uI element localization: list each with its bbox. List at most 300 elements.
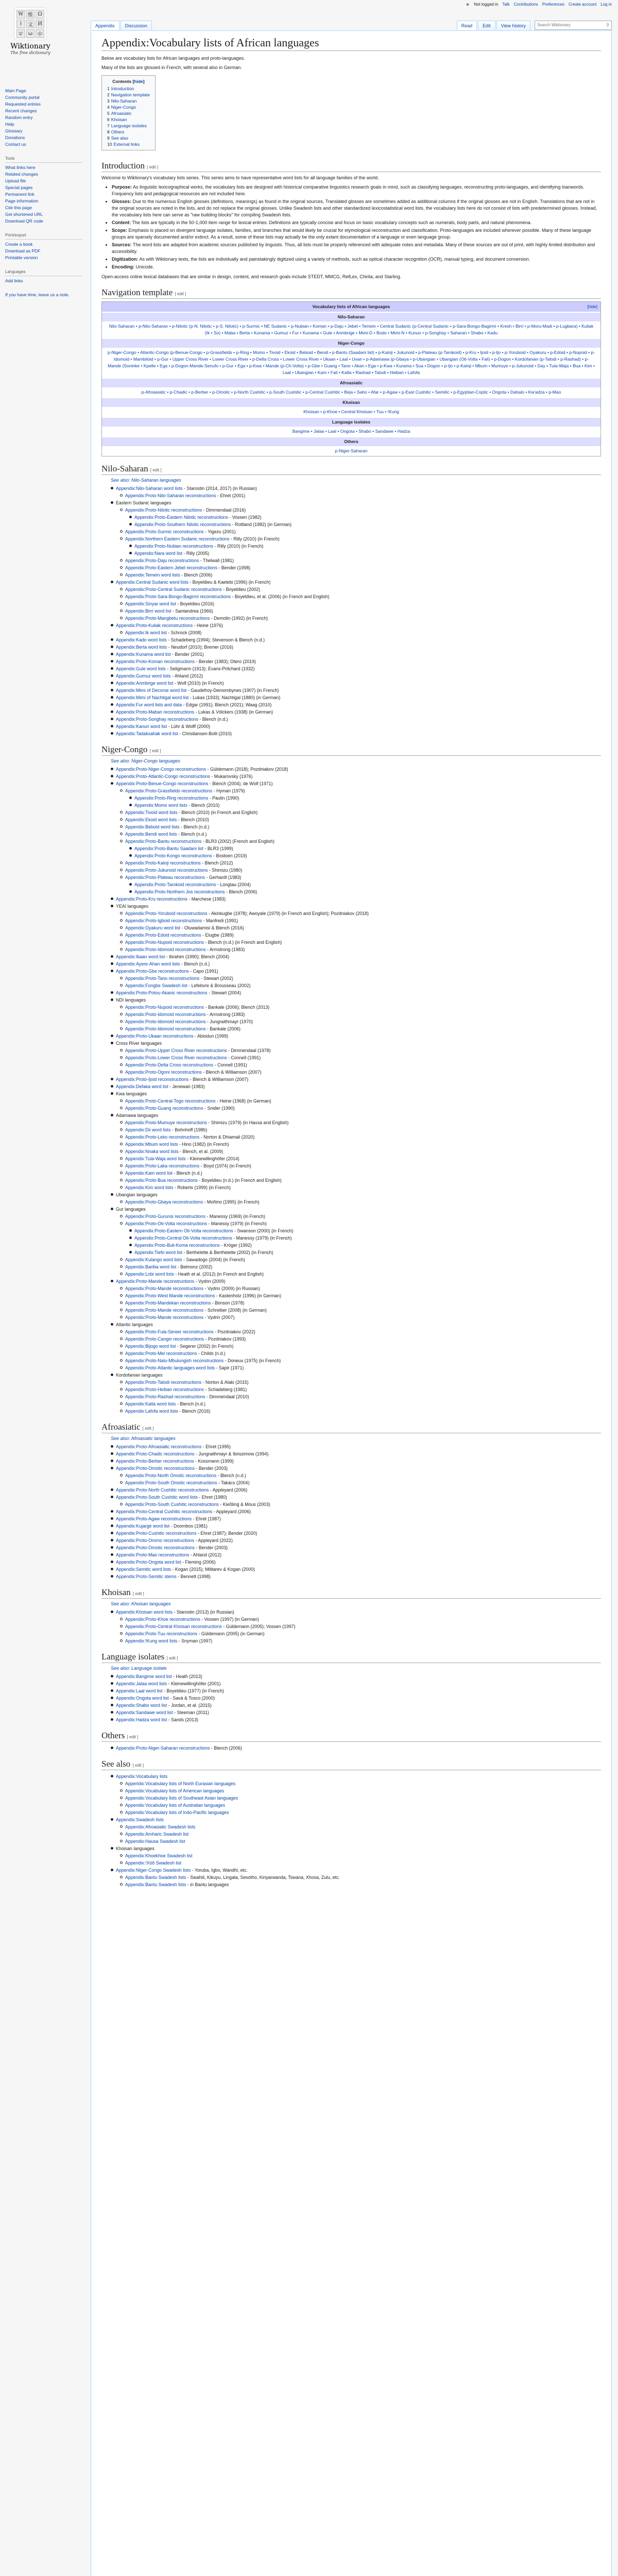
list-item-link[interactable]: Appendix:Proto-Cushitic reconstructions xyxy=(116,1531,197,1536)
list-item-source: - Norton & Dhiamali (2020) xyxy=(199,1134,255,1140)
list-item-link[interactable]: Appendix:Kulango word lists xyxy=(125,1257,182,1262)
list-item-link[interactable]: Appendix:Proto-Mao reconstructions xyxy=(116,1552,190,1557)
list-item-link[interactable]: Appendix:Bariba word list xyxy=(125,1264,177,1269)
list-item-link[interactable]: Appendix:Bangime word list xyxy=(116,1674,172,1679)
list-item-link[interactable]: Appendix:Proto-Yoruboid reconstructions xyxy=(125,911,208,916)
section-list-khoisan xyxy=(101,1608,601,1645)
list-item xyxy=(101,1011,601,1018)
list-item-source: - Kossmann (1999) xyxy=(194,1459,234,1464)
list-item-link[interactable]: Appendix:Proto-Niger-Saharan reconstructions xyxy=(116,1745,210,1751)
list-item-link[interactable]: Appendix:Proto-South Cushitic reconstructions xyxy=(125,1502,219,1507)
list-item-link[interactable]: Appendix:Mbum word lists xyxy=(125,1142,178,1147)
list-item-link[interactable]: Appendix:Swadesh lists xyxy=(116,1817,164,1822)
list-item-link[interactable]: Appendix:Proto-Rashad reconstructions xyxy=(125,1394,205,1399)
list-item-link[interactable]: Appendix:Temein word lists xyxy=(125,572,180,578)
list-item-link[interactable]: Appendix:Tiefo word list xyxy=(134,1250,183,1255)
list-item-link[interactable]: Appendix:Vocabulary lists of Indo-Pacific languages xyxy=(125,1810,229,1815)
list-item-link[interactable]: Appendix:Tula-Waja word lists xyxy=(125,1156,186,1161)
toc-item[interactable] xyxy=(107,98,150,104)
list-item-link[interactable]: Appendix:Proto-Kainji reconstructions xyxy=(125,860,201,866)
personal-preferences-link[interactable]: Preferences xyxy=(542,2,564,7)
sidebar-item[interactable]: Printable version xyxy=(5,255,38,260)
bullet-icon xyxy=(120,818,123,821)
toc-link[interactable]: Niger-Congo xyxy=(111,105,136,110)
navbox-group-list[interactable]: Bangime • Jalaa • Laal • Ongota • Shabo • Sandawe • Hadza xyxy=(292,429,410,434)
tab-view-history[interactable]: View history xyxy=(496,21,530,30)
bullet-icon xyxy=(111,1539,113,1541)
sidebar-item[interactable]: Help xyxy=(5,122,14,127)
list-item xyxy=(101,802,601,809)
section-heading-text: Khoisan xyxy=(101,1587,131,1597)
tab-appendix[interactable]: Appendix xyxy=(91,21,119,30)
list-item-source: - Bennett (1998) xyxy=(176,1574,211,1579)
list-item-link[interactable]: Appendix:Proto-Daju reconstructions xyxy=(125,558,199,563)
list-item-link[interactable]: Appendix:Proto-Ukaan reconstructions xyxy=(116,1033,194,1039)
sidebar-item[interactable]: Special pages xyxy=(5,185,33,190)
navbox-group-list[interactable]: Khoisan • p-Khoe • Central Khoisan • Tuu • !Kung xyxy=(303,409,399,414)
list-item-link[interactable]: Appendix:Bijogo word list xyxy=(125,1344,176,1349)
sidebar-item[interactable]: Related changes xyxy=(5,172,38,177)
list-item-link[interactable]: Appendix:Proto-Atlantic languages word lists xyxy=(125,1365,215,1370)
list-item-link[interactable]: Appendix:Proto-Eastern Nilotic reconstructions xyxy=(134,515,228,520)
edit-section-link[interactable]: [ edit ] xyxy=(149,749,161,753)
list-item-link[interactable]: Appendix:Proto-Nilotic reconstructions xyxy=(125,507,202,513)
list-item-link[interactable]: Appendix:Proto-Mumuye reconstructions xyxy=(125,1120,207,1125)
navbox-hide-link[interactable]: [hide] xyxy=(587,304,597,309)
list-item-link[interactable]: Appendix:Proto-Agaw reconstructions xyxy=(116,1516,192,1521)
list-item-link[interactable]: Appendix:Proto-Kru reconstructions xyxy=(116,896,187,902)
search-icon[interactable]: ⚲ xyxy=(606,23,609,27)
list-item-link[interactable]: Appendix:Bantu Swadesh lists xyxy=(125,1882,186,1887)
see-also-note[interactable]: See also: Khoisan languages xyxy=(111,1601,171,1606)
sidebar-item[interactable]: If you have time, leave us a note. xyxy=(5,292,70,297)
see-also-note[interactable]: See also: Nilo-Saharan languages xyxy=(111,478,181,483)
list-item-link[interactable]: Appendix:Proto-Songhay reconstructions xyxy=(116,717,198,722)
personal-login-link[interactable]: Log in xyxy=(600,2,612,7)
list-item-link[interactable]: Appendix:Vocabulary lists of Australian languages xyxy=(125,1803,226,1808)
list-item-link[interactable]: Appendix:Bantu Swadesh lists xyxy=(125,1875,186,1880)
list-item-link[interactable]: Appendix:Ekoid word lists xyxy=(125,817,177,822)
list-item-link[interactable]: Appendix:Anmbrige word list xyxy=(116,681,174,686)
list-item-link[interactable]: Appendix:Proto-Central Oti-Volta reconstructions xyxy=(134,1235,232,1241)
edit-section-link[interactable]: [ edit ] xyxy=(147,165,159,170)
edit-section-link[interactable]: [ edit ] xyxy=(132,1591,144,1596)
list-item-link[interactable]: Appendix:Proto-Mande reconstructions xyxy=(125,1315,204,1320)
list-item-link[interactable]: Appendix:Proto-South Omotic reconstructions xyxy=(125,1480,217,1485)
sidebar-item[interactable]: Cite this page xyxy=(5,205,32,210)
list-item-link[interactable]: Appendix:Proto-North Cushitic reconstructions xyxy=(116,1487,209,1493)
language-sections xyxy=(101,464,601,1888)
list-item-link[interactable]: Appendix:!Kung word lists xyxy=(125,1638,178,1643)
sidebar-item[interactable]: Community portal xyxy=(5,95,40,100)
list-item-link[interactable]: Appendix:Proto-Grassfields reconstructions xyxy=(125,788,213,793)
list-item-link[interactable]: Appendix:Ikaan word list xyxy=(116,954,165,959)
navbox-group-list[interactable]: p-Niger-Congo • Atlantic-Congo (p-Benue-Congo • p-Grassfields • p-Ring • Momo • Tivoid • Ekoid • Beboid • Bendi • p-Bantu (Saadani list) • p-Kainji • Jukunoid • p-Plateau (p-Tarokoid) • p-Kru • Ijoid • p-Ijo • p-Yoruboid • Oyakuru • p-Edoid • p-Nupoid • p-Idomoid • Mambiloid • p-Gur • Upper Cross River • Lower Cross River • p-Delta Cross • Lower Cross River • Ukaan • Laal • Uvan • p-Adamawa (p-Gbaya • p-Ubangian • Ubangian (Oti-Volta • Fali) • p-Dogon • Kordofanian (p-Talodi • p-Rashad) • p-Mande (Soninke • Kpelle • Ega • p-Dogon-Mande-Senufo • p-Gur • Ega • p-Kwa • Mande (p-Ch-Volta) • p-Gbe • Guang • Tano • Akan • Ega • p-Kwa • Kurama • Sua • Dogon • p-Ijo • p-Kainji • Mbum • Mumuye • p-Jukunoid • Day • Tula-Waja • Bua • Kim • Laal • Ubangian • Kam • Fali • Katla • Rashad • Talodi • Heiban • Lafofa xyxy=(107,350,595,375)
list-item-link[interactable]: Appendix:Proto-Central-Togo reconstructions xyxy=(125,1098,216,1104)
edit-section-link[interactable]: [ edit ] xyxy=(175,292,186,296)
list-item-link[interactable]: Appendix:Kam word list xyxy=(125,1171,173,1176)
list-item-link[interactable]: Appendix:Proto-Ongota word list xyxy=(116,1560,181,1565)
list-item-link[interactable]: Appendix:Vocabulary lists xyxy=(116,1774,168,1779)
list-item-link[interactable]: Appendix:Proto-Oromo reconstructions xyxy=(116,1538,195,1543)
list-item-link[interactable]: Appendix:Proto-South Cushitic word lists xyxy=(116,1495,198,1500)
edit-section-link[interactable]: [ edit ] xyxy=(150,468,162,472)
tab-edit[interactable]: Edit xyxy=(478,21,495,30)
list-item-link[interactable]: Appendix:Proto-Ogoni reconstructions xyxy=(125,1070,202,1075)
see-also-note[interactable]: See also: Niger-Congo languages xyxy=(111,758,180,764)
list-item-link[interactable]: Appendix:Proto-Ring reconstructions xyxy=(134,795,209,801)
list-item-link[interactable]: Appendix:Vocabulary lists of American languages xyxy=(125,1788,225,1793)
list-item-link[interactable]: Appendix:Proto-Mande reconstructions xyxy=(125,1286,204,1291)
toc-item[interactable] xyxy=(107,116,150,123)
list-item-link[interactable]: Appendix:Proto-Gbaya reconstructions xyxy=(125,1199,203,1205)
list-item-link[interactable]: Appendix:Proto-Nalu-Mbulungish reconstructions xyxy=(125,1358,224,1363)
logo-tile: 中 xyxy=(36,29,44,38)
sidebar-item[interactable]: Download QR code xyxy=(5,218,43,224)
toc-item[interactable] xyxy=(107,135,150,141)
list-item-link[interactable]: Appendix:Gumuz word lists xyxy=(116,673,171,679)
edit-section-link[interactable]: [ edit ] xyxy=(127,1735,139,1739)
list-item-link[interactable]: Appendix:Nara word list xyxy=(134,551,182,556)
list-item-link[interactable]: Appendix:Proto-Tarokoid reconstructions xyxy=(134,882,216,887)
list-item-link[interactable]: Appendix:Proto-Omotic reconstructions xyxy=(116,1545,195,1550)
list-item-link[interactable]: Appendix:Proto-Tano reconstructions xyxy=(125,976,200,981)
toc-link[interactable]: External links xyxy=(113,142,140,147)
list-item-link[interactable]: Appendix:Proto-Benue-Congo reconstructions xyxy=(116,781,209,786)
list-item-link[interactable]: Appendix:Proto-Mandekan reconstructions xyxy=(125,1300,211,1306)
list-item-link[interactable]: Appendix:Fongbe Swadesh list xyxy=(125,983,187,988)
list-item-link[interactable]: Appendix:Afroasiatic Swadesh lists xyxy=(125,1824,196,1829)
list-item-link[interactable]: Appendix:Proto-Talodi reconstructions xyxy=(125,1380,202,1385)
list-item-link[interactable]: Appendix:Hadza word list xyxy=(116,1717,167,1722)
list-item-link[interactable]: Appendix:Kunama word list xyxy=(116,652,171,657)
list-item-link[interactable]: Appendix:Gule word lists xyxy=(116,666,166,671)
list-item-link[interactable]: Appendix:Vocabulary lists of North Eurasian languages xyxy=(125,1781,236,1786)
list-item-link[interactable]: Appendix:Jalaa word lists xyxy=(116,1681,167,1686)
list-item xyxy=(101,1314,601,1321)
list-item xyxy=(101,1530,601,1537)
list-item-link[interactable]: Appendix:Sandawe word list xyxy=(116,1710,173,1715)
list-item-link[interactable]: Appendix:Proto-Oti-Volta reconstructions xyxy=(125,1221,207,1226)
navbox-group-list[interactable]: Nilo-Saharan • p-Nilo-Saharan • p-Nilotic (p-N. Nilotic • p-S. Nilotic) • p-Surmic • NE Sudanic • p-Nubian • Koman • p-Daju • Jebel • Temein • Central Sudanic (p-Central Sudanic • p-Sara-Bongo-Bagirmi • Kresh • Birri • p-Moru-Madi • p-Lugbara) • Kuliak (Ik • So) • Maba • Berta • Kunama • Gumuz • Fur • Kunama • Gule • Anmbrige • Mimi-D • Bodo • Mimi-N • Kunun • p-Songhay • Saharan • Shabo • Kadu xyxy=(109,324,594,335)
bullet-icon xyxy=(111,1675,113,1677)
toc-hide-link[interactable]: hide xyxy=(134,79,143,84)
toc-link[interactable]: Nilo-Saharan xyxy=(111,98,137,104)
sidebar-item[interactable]: Requested entries xyxy=(5,101,41,107)
list-item-link[interactable]: Appendix:Proto-Ijoid reconstructions xyxy=(116,1077,189,1082)
bullet-icon xyxy=(111,1775,113,1777)
see-also-note[interactable]: See also: Afroasiatic languages xyxy=(111,1436,176,1441)
bullet-icon xyxy=(111,689,113,691)
list-item-link[interactable]: Appendix:Proto-Maban reconstructions xyxy=(116,709,195,715)
list-item-link[interactable]: Appendix:Kado word lists xyxy=(116,637,167,642)
sidebar-item[interactable]: Download as PDF xyxy=(5,248,41,253)
toc-link[interactable]: Khoisan xyxy=(111,117,127,122)
list-item-link[interactable]: Appendix:Ayere-Ahan word lists xyxy=(116,961,180,967)
list-item-link[interactable]: Appendix:Proto-Koman reconstructions xyxy=(116,659,195,664)
list-item-link[interactable]: Appendix:Mimi of Nachtigal word list xyxy=(116,695,189,700)
list-item-link[interactable]: Appendix:Vocabulary lists of Southeast Asian languages xyxy=(125,1795,238,1801)
bullet-icon xyxy=(111,991,113,994)
bullet-icon xyxy=(120,1632,123,1635)
list-item-link[interactable]: Appendix:Proto-Idomoid reconstructions xyxy=(125,1019,206,1024)
list-item-link[interactable]: Appendix:Proto-Potou-Akanic reconstructions xyxy=(116,990,208,995)
bullet-icon xyxy=(120,1474,123,1477)
edit-section-link[interactable]: [ edit ] xyxy=(142,1426,154,1431)
list-item-link[interactable]: Appendix:Shabo word list xyxy=(116,1703,167,1708)
list-item-link[interactable]: Appendix:Proto-Chadic reconstructions xyxy=(116,1451,195,1456)
list-item-link[interactable]: Appendix:Proto-Bua reconstructions xyxy=(125,1178,198,1183)
list-item xyxy=(101,780,601,787)
list-item-link[interactable]: Appendix:Proto-Tuu reconstructions xyxy=(125,1631,198,1636)
list-item-link[interactable]: Appendix:Proto-Surmic reconstructions xyxy=(125,529,204,534)
sidebar-item[interactable]: Get shortened URL xyxy=(5,212,43,217)
toc-link[interactable]: Others xyxy=(111,129,125,134)
list-item-link[interactable]: Appendix:Central Sudanic word lists xyxy=(116,580,188,585)
logo-tile: W xyxy=(16,10,25,19)
sidebar-item[interactable]: Permanent link xyxy=(5,192,35,197)
list-item-link[interactable]: Appendix:Proto-Afroasiatic reconstructions xyxy=(116,1444,202,1449)
list-item-link[interactable]: Appendix:Ik word list xyxy=(125,630,167,635)
toc-link[interactable]: Afroasiatic xyxy=(111,111,132,116)
list-item-link[interactable]: Appendix:Defaka word list xyxy=(116,1084,168,1089)
list-item xyxy=(101,1709,601,1716)
list-item-link[interactable]: Appendix:Niger-Congo Swadesh lists xyxy=(116,1868,191,1873)
sidebar-item[interactable]: Glossary xyxy=(5,128,23,133)
list-item-link[interactable]: Appendix:Proto-Bantu reconstructions xyxy=(125,839,202,844)
list-item-link[interactable]: Appendix:Proto-Atlantic-Congo reconstructions xyxy=(116,774,210,779)
list-item-link[interactable]: Appendix:Nnaka word lists xyxy=(125,1149,179,1154)
bullet-icon xyxy=(111,1704,113,1706)
list-item xyxy=(101,1566,601,1573)
bullet-icon xyxy=(111,674,113,677)
list-item-link[interactable]: Appendix:Proto-Nupoid reconstructions xyxy=(125,1005,204,1010)
list-item-link[interactable]: Appendix:Berta word lists xyxy=(116,645,167,650)
list-item-link[interactable]: Appendix:Proto-Cangin reconstructions xyxy=(125,1336,204,1342)
sidebar-item[interactable]: What links here xyxy=(5,165,36,170)
list-item-link[interactable]: Appendix:Kim word lists xyxy=(125,1185,174,1190)
list-item-link[interactable]: Appendix:Tivoid word lists xyxy=(125,810,178,815)
list-item-link[interactable]: Appendix:Proto-Laka reconstructions xyxy=(125,1163,200,1168)
sidebar-item[interactable]: Add links xyxy=(5,278,23,283)
toc-item[interactable] xyxy=(107,141,150,147)
list-item xyxy=(101,1744,601,1752)
list-item-link[interactable]: Appendix:Proto-Jukunoid reconstructions xyxy=(125,868,208,873)
navbox-group-list[interactable]: p-Niger-Saharan xyxy=(335,448,368,453)
list-item-source: - Demolin (1992) (in French) xyxy=(210,616,268,621)
bullet-icon xyxy=(111,703,113,706)
toc-item[interactable] xyxy=(107,92,150,98)
list-item-source: - Rilly (2010) (in French) xyxy=(229,536,280,541)
list-item-link[interactable]: Appendix:Lobi word lists xyxy=(125,1272,174,1277)
list-item-link[interactable]: Appendix:Fur word lists and data xyxy=(116,702,182,707)
bullet-icon xyxy=(120,1049,123,1052)
list-item-link[interactable]: Appendix:Proto-Idomoid reconstructions xyxy=(125,947,206,952)
list-item-source: - Ibrahim (1990); Blench (2004) xyxy=(165,954,230,959)
search-input[interactable] xyxy=(535,21,612,30)
toc-link[interactable]: See also xyxy=(111,135,128,141)
list-item-link[interactable]: Appendix:Birri word list xyxy=(125,608,171,614)
sidebar-item[interactable]: Random entry xyxy=(5,115,33,120)
list-item-link[interactable]: Appendix:Kujargé word list xyxy=(116,1523,170,1529)
list-item-source: - Sands (2013) xyxy=(167,1717,198,1722)
list-item-link[interactable]: Appendix:Katla word lists xyxy=(125,1401,176,1406)
list-item-link[interactable]: Appendix:Proto-Central Khoisan reconstructions xyxy=(125,1624,222,1629)
list-item-link[interactable]: Appendix:Proto-Berber reconstructions xyxy=(116,1459,194,1464)
list-item xyxy=(101,615,601,622)
navbox-group-title: Nilo-Saharan xyxy=(102,313,600,321)
bullet-icon xyxy=(111,1847,113,1850)
list-item-link[interactable]: Appendix:Northern Eastern Sudanic reconstructions xyxy=(125,536,230,541)
list-item-link[interactable]: Appendix:Proto-Bantu Saadani list xyxy=(134,846,203,851)
list-item-link[interactable]: Appendix:Proto-Central Cushitic reconstructions xyxy=(116,1509,213,1514)
toc-item[interactable] xyxy=(107,86,150,92)
list-item-link[interactable]: Appendix:Proto-Kuliak reconstructions xyxy=(116,623,193,628)
personal-talk-link[interactable]: Talk xyxy=(502,2,510,7)
list-item-link[interactable]: Appendix:Proto-Buli-Koma reconstructions xyxy=(134,1243,220,1248)
toc-link[interactable]: Language isolates xyxy=(111,123,147,128)
list-item-link[interactable]: Appendix:Proto-Sara-Bongo-Bagirmi reconstructions xyxy=(125,594,231,599)
list-item-link[interactable]: Appendix:Bendi word lists xyxy=(125,832,177,837)
list-item-link[interactable]: Appendix:Laal word list xyxy=(116,1688,163,1693)
list-item-link[interactable]: Appendix:Kanuri word list xyxy=(116,724,167,729)
toc-link[interactable]: Navigation template xyxy=(111,92,150,97)
list-item-source: - BLR3 (1999) xyxy=(203,846,233,851)
list-item-link[interactable]: Appendix:Oyakuru word list xyxy=(125,925,181,930)
sidebar-item[interactable]: Create a book xyxy=(5,242,33,247)
list-item-link[interactable]: Appendix:Proto-Kongo reconstructions xyxy=(134,853,212,858)
list-item xyxy=(101,1472,601,1479)
list-item-link[interactable]: Appendix:Proto-Mande reconstructions xyxy=(116,1279,195,1284)
list-item-link[interactable]: Appendix:Proto-Plateau reconstructions xyxy=(125,875,205,880)
bullet-icon xyxy=(120,559,123,562)
list-item-link[interactable]: Appendix:Proto-Lower Cross River reconstructions xyxy=(125,1055,227,1060)
navbox-group-list[interactable]: p-Afroasiatic • p-Chadic • p-Berber • p-Omotic • p-North Cushitic • p-South Cushitic • p-Central Cushitic • Beja • Saho • Afar • p-Agaw • p-East Cushitic • Semitic • p-Egyptian-Coptic • Ongota • Dahalo • Kw'adza • p-Mao xyxy=(141,389,561,395)
list-item-link[interactable]: Appendix:Proto-Eastern Jebel reconstructions xyxy=(125,565,217,570)
toc-item[interactable] xyxy=(107,123,150,129)
tab-discussion[interactable]: Discussion xyxy=(121,21,152,30)
list-item-source: - Berthelette & Berthelette (2002) (in French) xyxy=(182,1250,273,1255)
list-item-link[interactable]: Appendix:Proto-Gbe reconstructions xyxy=(116,969,189,974)
list-item-link[interactable]: Appendix:Proto-Idomoid reconstructions xyxy=(125,1026,206,1031)
list-item-link[interactable]: Appendix:Proto-Delta Cross reconstructions xyxy=(125,1062,214,1067)
bullet-icon xyxy=(120,861,123,864)
list-item-link[interactable]: Appendix:Proto-Northern Jos reconstructions xyxy=(134,889,225,894)
list-item-link[interactable]: Appendix:Proto-Nubian reconstructions xyxy=(134,544,214,549)
list-item-link[interactable]: Appendix:Proto-Central Sudanic reconstructions xyxy=(125,587,222,592)
list-item-link[interactable]: Appendix:Dii word lists xyxy=(125,1127,171,1132)
list-item xyxy=(101,1234,601,1242)
list-item xyxy=(101,485,601,492)
bullet-icon xyxy=(120,1258,123,1261)
toc-link[interactable]: Introduction xyxy=(111,86,134,91)
bullet-icon xyxy=(111,1323,113,1326)
bullet-icon xyxy=(111,1747,113,1749)
list-item-link[interactable]: Appendix:Sinyar word list xyxy=(125,601,176,606)
list-item-link[interactable]: Appendix:Proto-Omotic reconstructions xyxy=(116,1466,195,1471)
list-item-link[interactable]: Appendix:Hausa Swadesh list xyxy=(125,1839,185,1844)
list-item xyxy=(101,701,601,708)
list-item-link[interactable]: Appendix:Beboid word lists xyxy=(125,824,180,829)
toc-item[interactable] xyxy=(107,110,150,116)
list-item-link[interactable]: Appendix:Proto-Semitic stems xyxy=(116,1574,177,1579)
bullet-icon xyxy=(129,516,132,518)
list-item xyxy=(101,658,601,665)
list-item xyxy=(101,1831,601,1838)
see-also-note[interactable]: See also: Language isolate xyxy=(111,1666,167,1671)
bullet-icon xyxy=(111,667,113,670)
edit-section-link[interactable]: [ edit ] xyxy=(132,1763,144,1768)
toc-item[interactable] xyxy=(107,104,150,110)
list-item-link[interactable]: Appendix:Lafofa word lists xyxy=(125,1409,178,1414)
list-item xyxy=(101,607,601,615)
list-item-link[interactable]: Appendix:Proto-Khoe reconstructions xyxy=(125,1617,200,1622)
sidebar-item[interactable]: Main Page xyxy=(5,88,26,93)
tab-read[interactable]: Read xyxy=(457,21,477,30)
list-item-link[interactable]: Appendix:Khoekhoe Swadesh list xyxy=(125,1853,193,1858)
list-item-link[interactable]: Appendix:Proto-Mangbetu reconstructions xyxy=(125,616,210,621)
list-item-link[interactable]: Appendix:Proto-Heiban reconstructions xyxy=(125,1387,204,1392)
list-item-source: - Christiansen-Bolli (2010) xyxy=(178,731,232,736)
list-item-source: - Manfredi (1991) xyxy=(202,918,238,923)
list-item-link[interactable]: Appendix:Ongota word list xyxy=(116,1696,169,1701)
list-item-link[interactable]: Appendix:!Xóõ Swadesh list xyxy=(125,1860,182,1866)
list-item-link[interactable]: Appendix:Proto-Nupoid reconstructions xyxy=(125,940,204,945)
bullet-icon xyxy=(120,941,123,943)
list-item-link[interactable]: Appendix:Semitic word lists xyxy=(116,1567,171,1572)
sidebar-item[interactable]: Contact us xyxy=(5,142,26,147)
list-item-link[interactable]: Appendix:Proto-Edoid reconstructions xyxy=(125,933,201,938)
list-item-link[interactable]: Appendix:Proto-Upper Cross River reconstructions xyxy=(125,1048,227,1053)
toc-item[interactable] xyxy=(107,129,150,135)
personal-create-account-link[interactable]: Create account xyxy=(568,2,597,7)
list-item-link[interactable]: Appendix:Amharic Swadesh list xyxy=(125,1832,189,1837)
list-item-link[interactable]: Appendix:Proto-Mel reconstructions xyxy=(125,1351,197,1356)
list-item-link[interactable]: Appendix:Proto-Southern Nilotic reconstructions xyxy=(134,522,231,527)
bullet-icon xyxy=(120,1099,123,1102)
list-item-link[interactable]: Appendix:Proto-Idomoid reconstructions xyxy=(125,1012,206,1017)
list-item-link[interactable]: Appendix:Mimi of Decorse word list xyxy=(116,688,187,693)
list-item-link[interactable]: Appendix:Khoisan word lists xyxy=(116,1609,173,1615)
wiktionary-logo[interactable] xyxy=(7,4,54,81)
list-item xyxy=(101,1198,601,1206)
list-item-link[interactable]: Appendix:Proto-West Mande reconstructions xyxy=(125,1293,215,1298)
list-item-link[interactable]: Appendix:Proto-North Omotic reconstructions xyxy=(125,1473,216,1478)
list-item-link[interactable]: Appendix:Tadaksahak word list xyxy=(116,731,178,736)
list-item-link[interactable]: Appendix:Proto-Mande reconstructions xyxy=(125,1308,204,1313)
list-item-link[interactable]: Appendix:Proto-Niger-Congo reconstructions xyxy=(116,767,207,772)
sidebar-item[interactable]: Page information xyxy=(5,198,39,204)
list-item-link[interactable]: Appendix:Momo word lists xyxy=(134,803,187,808)
sidebar-item[interactable]: Donations xyxy=(5,135,25,140)
sidebar-item[interactable]: Upload file xyxy=(5,178,26,183)
list-item-source: - Bostoen (2019) xyxy=(212,853,247,858)
edit-section-link[interactable]: [ edit ] xyxy=(166,1656,178,1660)
list-item-link[interactable]: Appendix:Nilo-Saharan word lists xyxy=(116,486,183,491)
list-item-source: - Vossen (1982) xyxy=(228,515,262,520)
personal-contributions-link[interactable]: Contributions xyxy=(513,2,538,7)
list-item xyxy=(101,1494,601,1501)
list-item-link[interactable]: Appendix:Proto-Guang reconstructions xyxy=(125,1106,203,1111)
list-item-link[interactable]: Appendix:Proto-Gurunsi reconstructions xyxy=(125,1214,205,1219)
sidebar-item[interactable]: Recent changes xyxy=(5,108,37,113)
list-item-link[interactable]: Appendix:Proto-Nilo-Saharan reconstructions xyxy=(125,493,216,498)
list-item-link[interactable]: Appendix:Proto-Leko reconstructions xyxy=(125,1134,200,1140)
list-item-link[interactable]: Appendix:Proto-Igboid reconstructions xyxy=(125,918,202,923)
list-item-link[interactable]: Appendix:Proto-Fula-Sereer reconstructions xyxy=(125,1329,214,1334)
list-item-link[interactable]: Appendix:Proto-Eastern Oti-Volta reconstructions xyxy=(134,1228,233,1233)
list-item-link: YEAI languages xyxy=(116,904,149,909)
